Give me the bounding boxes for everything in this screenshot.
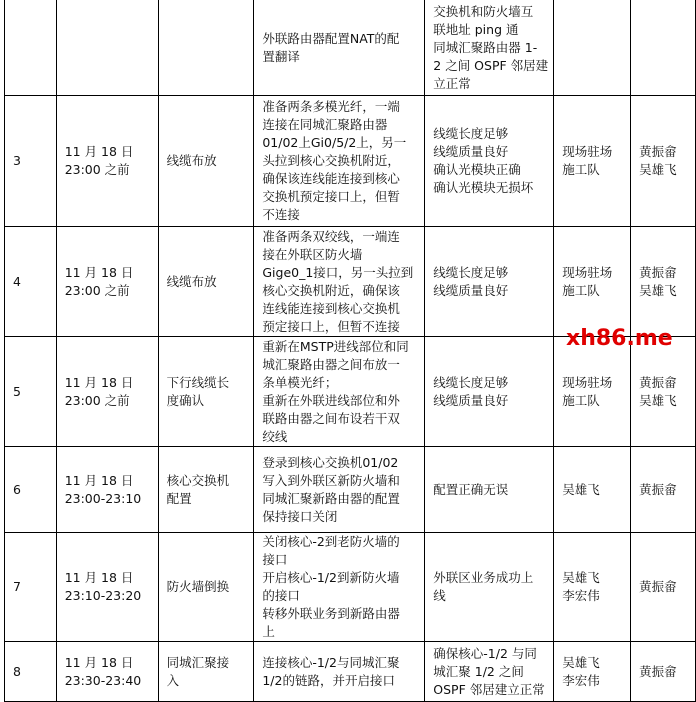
cell-line: 线缆布放 (166, 153, 217, 168)
owner-cell (631, 227, 696, 337)
table-row (5, 0, 696, 96)
cell-line: 黄振畲 (639, 144, 677, 159)
table-row (5, 337, 696, 447)
cell-line: 防火墙倒换 (166, 579, 230, 594)
cell-line: 外联区业务成功上 (433, 570, 534, 585)
owner-cell (631, 0, 696, 96)
owner-cell (631, 337, 696, 447)
detail-cell (254, 642, 425, 702)
row-number-cell (5, 447, 57, 533)
cell-line: 23:30-23:40 (64, 672, 142, 688)
cell-line: 准备两条多模光纤，一端 (262, 99, 400, 114)
cell-line: 2 之间 OSPF 邻居建 (433, 57, 549, 73)
cell-line: 配置 (166, 490, 192, 506)
row-number-cell (5, 96, 57, 227)
cell-line: 连线能连接到核心交换机 (262, 300, 400, 316)
cell-line: 连接核心-1/2与同城汇聚 (262, 654, 400, 670)
cell-line: 01/02上Gi0/5/2上，另一 (262, 135, 407, 150)
cell-line: 线缆质量良好 (433, 392, 509, 408)
table-row (5, 533, 696, 642)
cell-line: 同城汇聚新路由器的配置 (262, 490, 400, 506)
cell-line: 配置正确无误 (433, 481, 509, 497)
executor-cell (554, 642, 631, 702)
cell-line: 施工队 (562, 392, 600, 408)
watermark: xh86.me (566, 326, 673, 351)
owner-cell (631, 642, 696, 702)
cell-line: 确认光模块无损坏 (433, 180, 534, 195)
cell-line: 准备两条双绞线，一端连 (262, 228, 400, 244)
cell-line: 李宏伟 (562, 672, 600, 688)
cell-line: 绞线 (262, 428, 288, 444)
table-row (5, 96, 696, 227)
cell-line: 线缆布放 (166, 273, 217, 289)
time-cell (56, 0, 158, 96)
check-cell (425, 337, 554, 447)
cell-line: 线缆长度足够 (433, 126, 509, 141)
time-cell (56, 96, 158, 227)
cell-line: 入 (166, 672, 180, 688)
cell-line: 黄振畲 (639, 374, 677, 390)
cell-line: 联地址 ping 通 (433, 21, 519, 37)
cell-line: 现场驻场 (562, 374, 613, 390)
owner-cell (631, 96, 696, 227)
cell-line: 1/2的链路，并开启接口 (262, 672, 395, 688)
cell-line: 11 月 18 日 (64, 374, 134, 390)
cell-line: 11 月 18 日 (64, 264, 134, 280)
check-cell (425, 533, 554, 642)
cell-line: 确认光模块正确 (433, 162, 521, 177)
row-number-cell (5, 337, 57, 447)
table-row (5, 642, 696, 702)
cell-line: 联路由器之间布设若干双 (262, 410, 400, 426)
cell-line: 下行线缆长 (166, 374, 230, 390)
cell-line: 开启核心-1/2到新防火墙 (262, 570, 400, 585)
executor-cell (554, 447, 631, 533)
cell-line: 23:00-23:10 (64, 490, 142, 506)
row-number-cell (5, 227, 57, 337)
detail-cell (254, 96, 425, 227)
cell-line: 吴雄飞 (562, 570, 600, 585)
cell-line: 预定接口上，但暂不连接 (262, 318, 400, 334)
detail-cell (254, 533, 425, 642)
cell-line: 黄振畲 (639, 264, 677, 280)
cell-line: 置翻译 (262, 48, 300, 64)
cell-line: 线缆质量良好 (433, 282, 509, 298)
cell-line: 黄振畲 (639, 579, 677, 594)
row-number: 6 (13, 481, 21, 497)
cell-line: 连接在同城汇聚路由器 (262, 117, 388, 132)
cell-line: 接口 (262, 552, 288, 567)
cell-line: 吴雄飞 (562, 654, 600, 670)
executor-cell (554, 227, 631, 337)
detail-cell (254, 227, 425, 337)
executor-cell (554, 96, 631, 227)
cell-line: 不连接 (262, 207, 300, 222)
check-cell (425, 642, 554, 702)
check-cell (425, 447, 554, 533)
cell-line: 交换机预定接口上，但暂 (262, 189, 400, 204)
cell-line: 条单模光纤； (262, 374, 338, 390)
cell-line: 上 (262, 624, 275, 639)
cell-line: 23:00 之前 (64, 282, 130, 298)
cutover-plan-table (4, 0, 696, 702)
detail-cell (254, 447, 425, 533)
cell-line: 度确认 (166, 392, 205, 408)
executor-cell (554, 0, 631, 96)
executor-cell (554, 533, 631, 642)
owner-cell (631, 533, 696, 642)
task-cell (158, 447, 254, 533)
cell-line: 线缆长度足够 (433, 264, 509, 280)
cell-line: 的接口 (262, 588, 300, 603)
cell-line: 11 月 18 日 (64, 654, 134, 670)
row-number-cell (5, 533, 57, 642)
cell-line: 确保核心-1/2 与同 (433, 645, 537, 661)
task-cell (158, 533, 254, 642)
cell-line: 城汇聚 1/2 之间 (433, 663, 524, 679)
cell-line: 黄振畲 (639, 663, 677, 679)
detail-cell (254, 0, 425, 96)
row-number: 8 (13, 663, 21, 679)
executor-cell (554, 337, 631, 447)
cell-line: 施工队 (562, 162, 600, 177)
task-cell (158, 227, 254, 337)
cell-line: 黄振畲 (639, 481, 677, 497)
cell-line: 同城汇聚接 (166, 654, 230, 670)
check-cell (425, 96, 554, 227)
cell-line: 23:00 之前 (64, 162, 130, 177)
row-number: 5 (13, 383, 21, 399)
row-number: 7 (13, 579, 21, 594)
cell-line: OSPF 邻居建立正常 (433, 681, 545, 697)
cell-line: 施工队 (562, 282, 600, 298)
row-number-cell (5, 642, 57, 702)
cell-line: 现场驻场 (562, 144, 613, 159)
task-cell (158, 0, 254, 96)
cell-line: 线缆质量良好 (433, 144, 509, 159)
cell-line: 写入到外联区新防火墙和 (262, 472, 400, 488)
cell-line: 吴雄飞 (562, 481, 600, 497)
cell-line: 接在外联区防火墙 (262, 246, 363, 262)
row-number-cell (5, 0, 57, 96)
check-cell (425, 227, 554, 337)
time-cell (56, 533, 158, 642)
time-cell (56, 227, 158, 337)
cell-line: 线缆长度足够 (433, 374, 509, 390)
cell-line: 吴雄飞 (639, 282, 677, 298)
cell-line: 外联路由器配置NAT的配 (262, 30, 400, 46)
row-number: 3 (13, 153, 21, 168)
time-cell (56, 337, 158, 447)
owner-cell (631, 447, 696, 533)
cell-line: 核心交换机附近，确保该 (262, 282, 400, 298)
task-cell (158, 642, 254, 702)
row-number: 4 (13, 273, 21, 289)
table-row (5, 447, 696, 533)
cell-line: 确保该连线能连接到核心 (262, 171, 400, 186)
cell-line: 23:10-23:20 (64, 588, 142, 603)
cell-line: 核心交换机 (166, 472, 230, 488)
task-cell (158, 337, 254, 447)
cell-line: 交换机和防火墙互 (433, 3, 534, 19)
cell-line: Gige0_1接口，另一头拉到 (262, 264, 414, 280)
cell-line: 重新在外联进线部位和外 (262, 392, 400, 408)
cell-line: 11 月 18 日 (64, 144, 134, 159)
cell-line: 23:00 之前 (64, 392, 130, 408)
cell-line: 城汇聚路由器之间布放一 (262, 356, 400, 372)
cell-line: 转移外联业务到新路由器 (262, 606, 400, 621)
cell-line: 立正常 (433, 75, 471, 91)
task-cell (158, 96, 254, 227)
time-cell (56, 642, 158, 702)
cell-line: 保持接口关闭 (262, 508, 338, 524)
cell-line: 线 (433, 588, 446, 603)
cell-line: 现场驻场 (562, 264, 613, 280)
cell-line: 11 月 18 日 (64, 472, 134, 488)
time-cell (56, 447, 158, 533)
table-row (5, 227, 696, 337)
cell-line: 吴雄飞 (639, 392, 677, 408)
cell-line: 11 月 18 日 (64, 570, 134, 585)
detail-cell (254, 337, 425, 447)
check-cell (425, 0, 554, 96)
cell-line: 重新在MSTP进线部位和同 (262, 338, 409, 354)
cell-line: 关闭核心-2到老防火墙的 (262, 534, 400, 549)
cell-line: 吴雄飞 (639, 162, 677, 177)
cell-line: 同城汇聚路由器 1- (433, 39, 538, 55)
cell-line: 李宏伟 (562, 588, 600, 603)
cell-line: 登录到核心交换机01/02 (262, 454, 399, 470)
cell-line: 头拉到核心交换机附近， (262, 153, 400, 168)
